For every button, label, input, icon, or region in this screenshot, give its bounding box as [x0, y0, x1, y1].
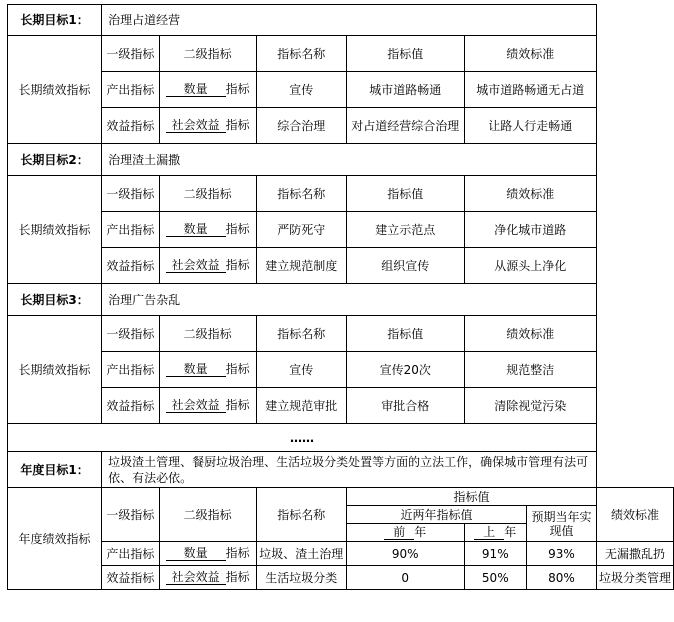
cell-std[interactable]: 净化城市道路 — [464, 212, 596, 248]
cell-l2-suffix: 指标 — [225, 398, 250, 412]
cell-l2-value: 社会效益 — [166, 398, 226, 413]
cell-name[interactable]: 建立规范制度 — [256, 248, 346, 284]
cell-v1[interactable]: 0 — [346, 566, 464, 590]
header-cell[interactable]: 一级指标 — [102, 176, 160, 212]
performance-table — [7, 4, 674, 590]
goal-row — [8, 144, 674, 176]
table-row — [8, 566, 674, 590]
goal-text[interactable]: 垃圾渣土管理、餐厨垃圾治理、生活垃圾分类处置等方面的立法工作，确保城市管理有法可依、有法必依。 — [102, 452, 597, 488]
cell-name[interactable]: 综合治理 — [256, 108, 346, 144]
goal-row — [8, 284, 674, 316]
goal-text[interactable]: 治理渣土漏撒 — [102, 144, 597, 176]
header-cell-last[interactable] — [464, 524, 526, 542]
cell-l2[interactable] — [159, 388, 256, 424]
header-cell[interactable]: 二级指标 — [159, 316, 256, 352]
cell-std[interactable]: 让路人行走畅通 — [464, 108, 596, 144]
header-cell[interactable]: 指标值 — [346, 36, 464, 72]
cell-l2-value: 社会效益 — [166, 118, 226, 133]
header-cell[interactable]: 指标名称 — [256, 316, 346, 352]
cell-l2[interactable] — [159, 212, 256, 248]
header-cell[interactable]: 绩效标准 — [464, 176, 596, 212]
cell-l2[interactable] — [159, 72, 256, 108]
header-cell[interactable]: 指标值 — [346, 176, 464, 212]
table-row — [8, 352, 674, 388]
cell-name[interactable]: 宣传 — [256, 72, 346, 108]
header-cell[interactable]: 指标值 — [346, 488, 596, 506]
header-row — [8, 176, 674, 212]
perf-indicator-label[interactable]: 长期绩效指标 — [8, 316, 102, 424]
cell-std[interactable]: 垃圾分类管理 — [596, 566, 673, 590]
cell-l1[interactable]: 产出指标 — [102, 72, 160, 108]
header-row — [8, 36, 674, 72]
cell-l2-value: 数量 — [166, 82, 226, 97]
cell-std[interactable]: 清除视觉污染 — [464, 388, 596, 424]
year-label: 年 — [504, 525, 517, 539]
header-cell[interactable]: 一级指标 — [102, 36, 160, 72]
header-cell[interactable]: 预期当年实现值 — [527, 506, 597, 542]
cell-l2-value: 社会效益 — [166, 570, 226, 585]
cell-l2-value: 社会效益 — [166, 258, 226, 273]
cell-name[interactable]: 严防死守 — [256, 212, 346, 248]
header-cell[interactable]: 二级指标 — [159, 176, 256, 212]
goal-text[interactable]: 治理占道经营 — [102, 5, 597, 36]
cell-l1[interactable]: 效益指标 — [102, 388, 160, 424]
cell-l2-suffix: 指标 — [225, 222, 250, 236]
cell-l1[interactable]: 产出指标 — [102, 212, 160, 248]
cell-l2-suffix: 指标 — [225, 118, 250, 132]
table-row — [8, 248, 674, 284]
cell-value[interactable]: 建立示范点 — [346, 212, 464, 248]
cell-l2-suffix: 指标 — [225, 258, 250, 272]
cell-l1[interactable]: 产出指标 — [102, 542, 160, 566]
ellipsis[interactable]: …… — [8, 424, 597, 452]
cell-v3[interactable]: 80% — [527, 566, 597, 590]
header-cell[interactable]: 绩效标准 — [464, 36, 596, 72]
cell-l2[interactable] — [159, 542, 256, 566]
year-label: 年 — [414, 525, 427, 539]
goal-label[interactable]: 长期目标3： — [8, 284, 102, 316]
cell-l2[interactable] — [159, 566, 256, 590]
header-cell[interactable]: 二级指标 — [159, 488, 256, 542]
ellipsis-row — [8, 424, 674, 452]
last-label: 上 — [474, 525, 504, 540]
table-row — [8, 542, 674, 566]
cell-v2[interactable]: 91% — [464, 542, 526, 566]
header-cell-prev[interactable] — [346, 524, 464, 542]
cell-std[interactable]: 城市道路畅通无占道 — [464, 72, 596, 108]
cell-value[interactable]: 审批合格 — [346, 388, 464, 424]
cell-l1[interactable]: 效益指标 — [102, 108, 160, 144]
perf-indicator-label[interactable]: 长期绩效指标 — [8, 176, 102, 284]
cell-l2[interactable] — [159, 248, 256, 284]
goal-label[interactable]: 长期目标2： — [8, 144, 102, 176]
header-cell[interactable]: 绩效标准 — [596, 488, 673, 542]
cell-v1[interactable]: 90% — [346, 542, 464, 566]
perf-indicator-label[interactable]: 年度绩效指标 — [8, 488, 102, 590]
header-cell[interactable]: 一级指标 — [102, 316, 160, 352]
cell-l2-value: 数量 — [166, 546, 226, 561]
header-row — [8, 316, 674, 352]
cell-l1[interactable]: 效益指标 — [102, 248, 160, 284]
cell-value[interactable]: 宣传20次 — [346, 352, 464, 388]
cell-std[interactable]: 规范整洁 — [464, 352, 596, 388]
cell-l1[interactable]: 产出指标 — [102, 352, 160, 388]
goal-row — [8, 5, 674, 36]
header-cell[interactable]: 一级指标 — [102, 488, 160, 542]
prev-label: 前 — [384, 525, 414, 540]
goal-label[interactable]: 长期目标1： — [8, 5, 102, 36]
header-cell[interactable]: 指标名称 — [256, 36, 346, 72]
goal-row — [8, 452, 674, 488]
header-cell[interactable]: 指标值 — [346, 316, 464, 352]
cell-l2-suffix: 指标 — [225, 82, 250, 96]
cell-name[interactable]: 建立规范审批 — [256, 388, 346, 424]
cell-value[interactable]: 组织宣传 — [346, 248, 464, 284]
perf-indicator-label[interactable]: 长期绩效指标 — [8, 36, 102, 144]
cell-value[interactable]: 城市道路畅通 — [346, 72, 464, 108]
header-cell[interactable]: 二级指标 — [159, 36, 256, 72]
header-cell[interactable]: 指标名称 — [256, 488, 346, 542]
cell-l2[interactable] — [159, 352, 256, 388]
cell-name[interactable]: 生活垃圾分类 — [256, 566, 346, 590]
cell-value[interactable]: 对占道经营综合治理 — [346, 108, 464, 144]
header-cell[interactable]: 近两年指标值 — [346, 506, 526, 524]
goal-text[interactable]: 治理广告杂乱 — [102, 284, 597, 316]
header-cell[interactable]: 绩效标准 — [464, 316, 596, 352]
cell-l2[interactable] — [159, 108, 256, 144]
cell-v2[interactable]: 50% — [464, 566, 526, 590]
cell-std[interactable]: 从源头上净化 — [464, 248, 596, 284]
table-row — [8, 212, 674, 248]
cell-l2-suffix: 指标 — [225, 362, 250, 376]
cell-v3[interactable]: 93% — [527, 542, 597, 566]
table-row — [8, 72, 674, 108]
table-row — [8, 388, 674, 424]
table-row — [8, 108, 674, 144]
cell-name[interactable]: 宣传 — [256, 352, 346, 388]
cell-l2-value: 数量 — [166, 222, 226, 237]
goal-label[interactable]: 年度目标1： — [8, 452, 102, 488]
header-row — [8, 488, 674, 506]
header-cell[interactable]: 指标名称 — [256, 176, 346, 212]
cell-l1[interactable]: 效益指标 — [102, 566, 160, 590]
cell-l2-value: 数量 — [166, 362, 226, 377]
cell-std[interactable]: 无漏撒乱扔 — [596, 542, 673, 566]
cell-name[interactable]: 垃圾、渣土治理 — [256, 542, 346, 566]
cell-l2-suffix: 指标 — [225, 570, 250, 584]
cell-l2-suffix: 指标 — [225, 546, 250, 560]
